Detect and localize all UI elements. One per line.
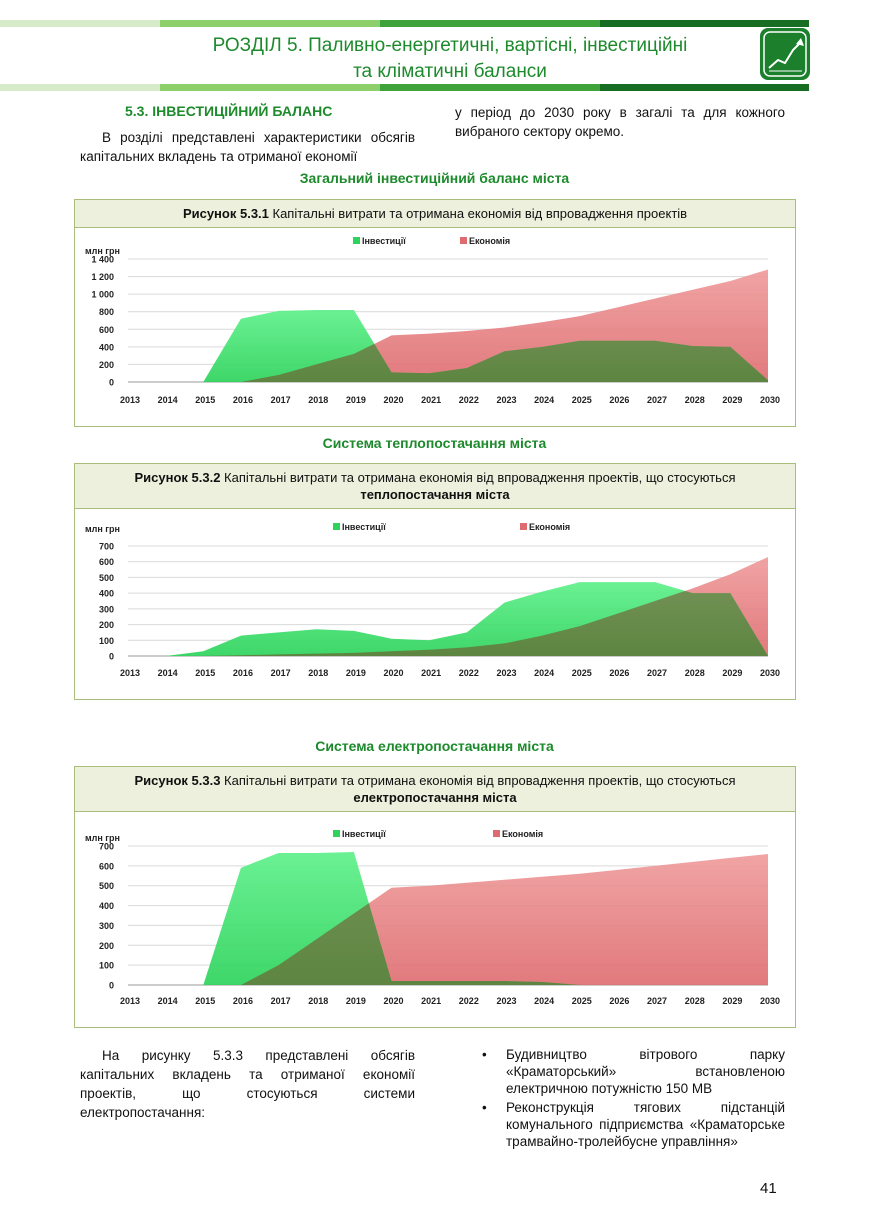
x-tick-label: 2020 bbox=[383, 668, 404, 678]
x-tick-label: 2018 bbox=[308, 668, 329, 678]
x-tick-label: 2014 bbox=[157, 996, 178, 1006]
x-tick-label: 2028 bbox=[684, 395, 705, 405]
x-tick-label: 2020 bbox=[383, 996, 404, 1006]
figure-1-number: Рисунок 5.3.1 bbox=[182, 206, 269, 221]
figure-3-caption bbox=[75, 767, 795, 812]
x-tick-label: 2030 bbox=[759, 668, 781, 678]
figure-1-caption bbox=[75, 200, 795, 228]
x-tick-label: 2016 bbox=[232, 395, 253, 405]
legend-label-investytsii: Інвестиції bbox=[342, 829, 386, 839]
y-tick-label: 800 bbox=[98, 307, 114, 318]
legend-label-ekonomiia: Економія bbox=[469, 236, 511, 246]
x-tick-label: 2029 bbox=[722, 395, 743, 405]
chart-total-balance bbox=[75, 228, 795, 424]
page-number: 41 bbox=[760, 1180, 777, 1197]
legend-swatch-investytsii bbox=[333, 523, 340, 530]
x-tick-label: 2021 bbox=[421, 395, 442, 405]
y-tick-label: 600 bbox=[98, 324, 114, 335]
subsection-title-total: Загальний інвестиційний баланс міста bbox=[299, 170, 570, 186]
legend-swatch-ekonomiia bbox=[493, 830, 500, 837]
x-tick-label: 2021 bbox=[421, 668, 442, 678]
y-tick-label: 0 bbox=[108, 651, 114, 662]
x-tick-label: 2025 bbox=[571, 395, 592, 405]
legend-label-ekonomiia: Економія bbox=[529, 522, 571, 532]
y-tick-label: 100 bbox=[98, 960, 114, 971]
y-tick-label: 400 bbox=[98, 901, 114, 912]
subsection-title-electric: Система електропостачання міста bbox=[315, 738, 554, 754]
x-tick-label: 2027 bbox=[647, 996, 668, 1006]
y-tick-label: 600 bbox=[98, 557, 114, 568]
x-tick-label: 2017 bbox=[270, 668, 291, 678]
x-tick-label: 2029 bbox=[722, 996, 743, 1006]
x-tick-label: 2016 bbox=[232, 668, 253, 678]
x-tick-label: 2024 bbox=[534, 996, 555, 1006]
figure-3 bbox=[74, 766, 796, 1028]
figure-1-text: Капітальні витрати та отримана економія від впровадження проектів bbox=[268, 206, 688, 221]
x-tick-label: 2013 bbox=[119, 668, 141, 678]
legend-swatch-ekonomiia bbox=[520, 523, 527, 530]
x-tick-label: 2015 bbox=[195, 996, 216, 1006]
y-tick-label: 200 bbox=[98, 620, 114, 631]
x-tick-label: 2019 bbox=[345, 668, 366, 678]
legend-label-investytsii: Інвестиції bbox=[362, 236, 406, 246]
growth-chart-icon bbox=[760, 28, 810, 80]
y-tick-label: 0 bbox=[108, 980, 114, 991]
legend-swatch-ekonomiia bbox=[460, 237, 467, 244]
y-tick-label: 1 400 bbox=[91, 254, 114, 265]
x-tick-label: 2023 bbox=[496, 996, 517, 1006]
x-tick-label: 2026 bbox=[609, 996, 630, 1006]
bullet-item: • Будивництво вітрового парку «Краматорський» встановленою електричною потужністю 150 МВ bbox=[480, 1046, 785, 1097]
y-tick-label: 200 bbox=[98, 940, 114, 951]
x-tick-label: 2028 bbox=[684, 668, 705, 678]
figure-3-text: Капітальні витрати та отримана економія від впровадження проектів, що стосуються bbox=[220, 773, 736, 788]
x-tick-label: 2018 bbox=[308, 996, 329, 1006]
x-tick-label: 2020 bbox=[383, 395, 404, 405]
intro-text-right: у період до 2030 року в загалі та для кожного вибраного сектору окремо. bbox=[455, 105, 785, 139]
header-title-line1: РОЗДІЛ 5. Паливно-енергетичні, вартісні, інвестиційні bbox=[212, 35, 688, 56]
y-tick-label: 400 bbox=[98, 588, 114, 599]
x-tick-label: 2016 bbox=[232, 996, 253, 1006]
figure-3-bold-tail: електропостачання міста bbox=[353, 790, 517, 805]
x-tick-label: 2019 bbox=[345, 395, 366, 405]
legend-label-investytsii: Інвестиції bbox=[342, 522, 386, 532]
y-tick-label: 1 000 bbox=[91, 289, 114, 300]
subsection-title-heating: Система теплопостачання міста bbox=[322, 435, 547, 451]
y-tick-label: 500 bbox=[98, 572, 114, 583]
x-tick-label: 2027 bbox=[647, 395, 668, 405]
legend-swatch-investytsii bbox=[333, 830, 340, 837]
section-title: 5.3. ІНВЕСТИЦІЙНИЙ БАЛАНС bbox=[125, 103, 333, 119]
y-tick-label: 700 bbox=[98, 841, 114, 852]
figure-2 bbox=[74, 463, 796, 700]
x-tick-label: 2022 bbox=[458, 395, 479, 405]
x-tick-label: 2019 bbox=[345, 996, 366, 1006]
x-tick-label: 2023 bbox=[496, 395, 517, 405]
y-tick-label: 400 bbox=[98, 342, 114, 353]
y-axis-label: млн грн bbox=[85, 246, 120, 256]
figure-1 bbox=[74, 199, 796, 427]
x-tick-label: 2017 bbox=[270, 395, 291, 405]
legend-swatch-investytsii bbox=[353, 237, 360, 244]
x-tick-label: 2030 bbox=[759, 996, 781, 1006]
x-tick-label: 2025 bbox=[571, 668, 592, 678]
figure-3-number: Рисунок 5.3.3 bbox=[134, 773, 221, 788]
project-bullet-list bbox=[480, 1046, 785, 1152]
x-tick-label: 2013 bbox=[119, 996, 141, 1006]
legend-label-ekonomiia: Економія bbox=[502, 829, 544, 839]
x-tick-label: 2015 bbox=[195, 395, 216, 405]
bottom-text-left: На рисунку 5.3.3 представлені обсягів капітальних вкладень та отриманої економії проектів, що стосуються системи електропостачання: bbox=[80, 1048, 415, 1120]
chart-heating-balance bbox=[75, 509, 795, 697]
y-axis-label: млн грн bbox=[85, 833, 120, 843]
x-tick-label: 2030 bbox=[759, 395, 781, 405]
x-tick-label: 2014 bbox=[157, 395, 178, 405]
y-tick-label: 300 bbox=[98, 604, 114, 615]
y-tick-label: 500 bbox=[98, 881, 114, 892]
figure-2-caption bbox=[75, 464, 795, 509]
x-tick-label: 2022 bbox=[458, 668, 479, 678]
x-tick-label: 2017 bbox=[270, 996, 291, 1006]
y-tick-label: 600 bbox=[98, 861, 114, 872]
x-tick-label: 2028 bbox=[684, 996, 705, 1006]
x-tick-label: 2021 bbox=[421, 996, 442, 1006]
x-tick-label: 2014 bbox=[157, 668, 178, 678]
x-tick-label: 2024 bbox=[534, 395, 555, 405]
y-tick-label: 100 bbox=[98, 635, 114, 646]
figure-2-bold-tail: теплопостачання міста bbox=[360, 487, 510, 502]
y-tick-label: 300 bbox=[98, 920, 114, 931]
figure-2-text: Капітальні витрати та отримана економія від впровадження проектів, що стосуються bbox=[220, 470, 736, 485]
y-axis-label: млн грн bbox=[85, 524, 120, 534]
x-tick-label: 2025 bbox=[571, 996, 592, 1006]
x-tick-label: 2024 bbox=[534, 668, 555, 678]
x-tick-label: 2013 bbox=[119, 395, 141, 405]
x-tick-label: 2027 bbox=[647, 668, 668, 678]
x-tick-label: 2018 bbox=[308, 395, 329, 405]
y-tick-label: 0 bbox=[108, 377, 114, 388]
header-title-line2: та кліматичні баланси bbox=[353, 61, 547, 82]
y-tick-label: 1 200 bbox=[91, 272, 114, 283]
x-tick-label: 2023 bbox=[496, 668, 517, 678]
y-tick-label: 200 bbox=[98, 359, 114, 370]
figure-2-number: Рисунок 5.3.2 bbox=[134, 470, 221, 485]
page-header-title bbox=[150, 33, 750, 85]
chart-electric-balance bbox=[75, 812, 795, 1025]
bullet-item: • Реконструкція тягових підстанцій комунального підприємства «Краматорське трамвайно-тролейбусне управління» bbox=[480, 1099, 785, 1150]
y-tick-label: 700 bbox=[98, 541, 114, 552]
x-tick-label: 2026 bbox=[609, 668, 630, 678]
x-tick-label: 2022 bbox=[458, 996, 479, 1006]
intro-text-left: В розділі представлені характеристики обсягів капітальних вкладень та отриманої економії bbox=[80, 130, 415, 164]
x-tick-label: 2015 bbox=[195, 668, 216, 678]
x-tick-label: 2029 bbox=[722, 668, 743, 678]
x-tick-label: 2026 bbox=[609, 395, 630, 405]
